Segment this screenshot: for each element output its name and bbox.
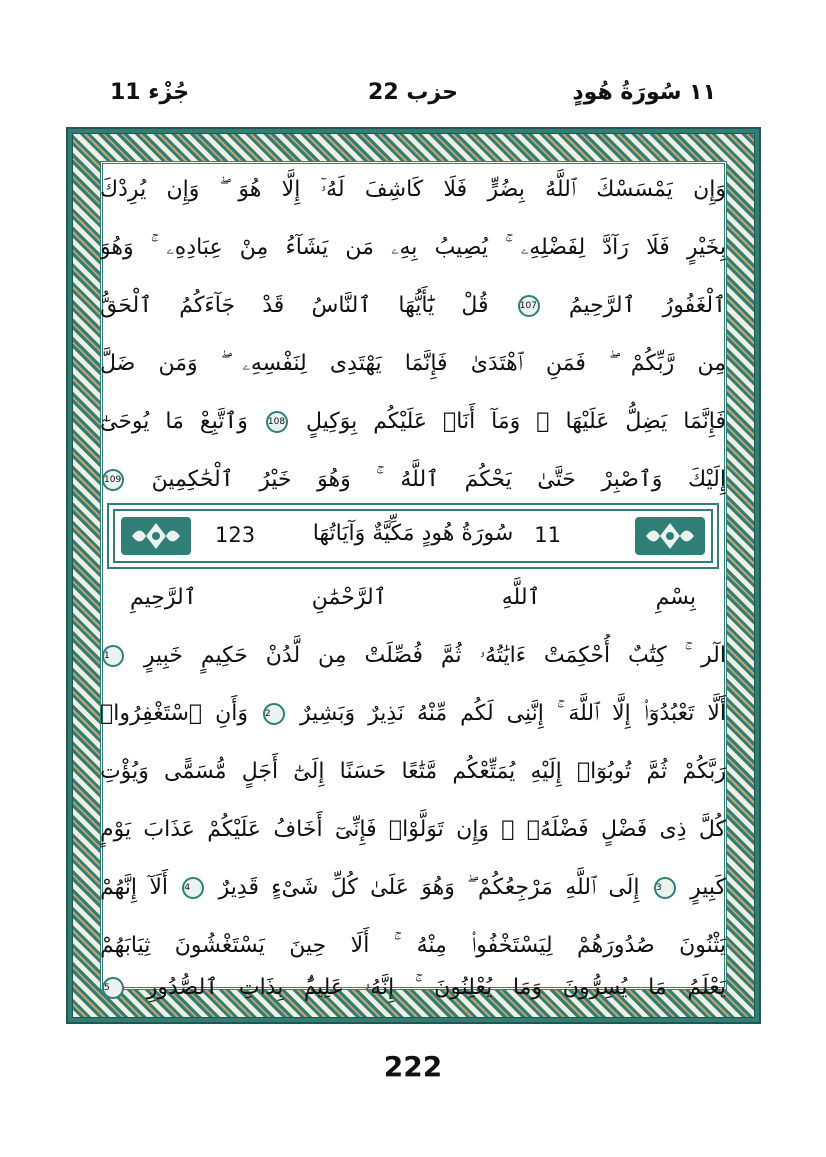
ornament-icon — [635, 517, 705, 555]
ayah-marker: 2 — [263, 703, 285, 725]
verse-line: بِخَيْرٍ فَلَا رَآدَّ لِفَضْلِهِۦ ۚ يُصِيبُ بِهِۦ مَن يَشَآءُ مِنْ عِبَادِهِۦ ۚ وَهُوَ — [100, 235, 726, 260]
ayah-count: 123 — [215, 523, 256, 547]
verse-text: ٱلْغَفُورُ ٱلرَّحِيمُ — [568, 293, 726, 318]
ayah-marker: 109 — [102, 469, 124, 491]
verse-text: وَأَنِ ٱسْتَغْفِرُوا۟ — [100, 701, 248, 726]
verse-text: أَلَآ إِنَّهُمْ — [100, 875, 168, 900]
verse-text: وَٱتَّبِعْ مَا يُوحَىٰٓ — [100, 409, 248, 434]
verse-line: رَبَّكُمْ ثُمَّ تُوبُوٓا۟ إِلَيْهِ يُمَتِّعْكُم مَّتَٰعًا حَسَنًا إِلَىٰٓ أَجَلٍ مُّسَمًّى وَيُؤْتِ — [100, 759, 726, 784]
verse-line — [100, 866, 726, 910]
verse-line — [100, 966, 726, 1010]
verse-text: إِلَيْكَ وَٱصْبِرْ حَتَّىٰ يَحْكُمَ ٱللَّهُ ۚ وَهُوَ خَيْرُ ٱلْحَٰكِمِينَ — [151, 467, 726, 492]
ornament-icon — [121, 517, 191, 555]
verse-line — [100, 284, 726, 328]
ayah-marker: 107 — [518, 295, 540, 317]
ayah-marker: 1 — [102, 645, 124, 667]
verse-line — [100, 692, 726, 736]
verse-text: أَلَّا تَعْبُدُوٓا۟ إِلَّا ٱللَّهَ ۚ إِنَّنِى لَكُم مِّنْهُ نَذِيرٌ وَبَشِيرٌ — [299, 701, 726, 726]
surah-banner — [113, 509, 713, 563]
verse-line — [100, 634, 726, 678]
verse-line: وَإِن يَمْسَسْكَ ٱللَّهُ بِضُرٍّ فَلَا كَاشِفَ لَهُۥٓ إِلَّا هُوَ ۖ وَإِن يُرِدْكَ — [100, 177, 726, 202]
verse-line — [100, 400, 726, 444]
verse-line: كُلَّ ذِى فَضْلٍ فَضْلَهُۥ ۖ وَإِن تَوَلَّوْا۟ فَإِنِّىٓ أَخَافُ عَلَيْكُمْ عَذَابَ يَوْمٍ — [100, 817, 726, 842]
verse-text: الٓر ۚ كِتَٰبٌ أُحْكِمَتْ ءَايَٰتُهُۥ ثُمَّ فُصِّلَتْ مِن لَّدُنْ حَكِيمٍ خَبِيرٍ — [143, 643, 726, 668]
verse-text: فَإِنَّمَا يَضِلُّ عَلَيْهَا ۖ وَمَآ أَنَا۠ عَلَيْكُم بِوَكِيلٍ — [305, 409, 726, 434]
verse-text: كَبِيرٍ — [690, 875, 726, 900]
header-surah-name: ١١ سُورَةُ هُودٍ — [572, 80, 716, 105]
surah-order-number: 11 — [534, 523, 561, 547]
verse-line: مِن رَّبِّكُمْ ۖ فَمَنِ ٱهْتَدَىٰ فَإِنَّمَا يَهْتَدِى لِنَفْسِهِۦ ۖ وَمَن ضَلَّ — [100, 351, 726, 376]
header-juz: جُزْء 11 — [110, 80, 190, 105]
verse-line — [100, 458, 726, 502]
basmala: بِسْمِ ٱللَّهِ ٱلرَّحْمَٰنِ ٱلرَّحِيمِ — [130, 585, 696, 610]
ayah-marker: 108 — [266, 411, 288, 433]
header-hizb: حزب 22 — [368, 80, 458, 105]
page-number: 222 — [383, 1050, 443, 1083]
ayah-marker: 4 — [182, 877, 204, 899]
verse-text: إِلَى ٱللَّهِ مَرْجِعُكُمْ ۖ وَهُوَ عَلَىٰ كُلِّ شَىْءٍ قَدِيرٌ — [218, 875, 640, 900]
verse-text: قُلْ يَٰٓأَيُّهَا ٱلنَّاسُ قَدْ جَآءَكُمُ ٱلْحَقُّ — [100, 293, 489, 318]
surah-title: سُورَةُ هُودٍ مَكِّيَّةٌ وَآيَاتُهَا — [312, 521, 514, 546]
verse-text: يَعْلَمُ مَا يُسِرُّونَ وَمَا يُعْلِنُونَ ۚ إِنَّهُۥ عَلِيمٌۢ بِذَاتِ ٱلصُّدُورِ — [146, 975, 726, 1000]
ayah-marker: 5 — [102, 977, 124, 999]
verse-line: يَثْنُونَ صُدُورَهُمْ لِيَسْتَخْفُوا۟ مِنْهُ ۚ أَلَا حِينَ يَسْتَغْشُونَ ثِيَابَهُمْ — [100, 933, 726, 958]
ayah-marker: 3 — [654, 877, 676, 899]
page-header — [110, 80, 716, 116]
